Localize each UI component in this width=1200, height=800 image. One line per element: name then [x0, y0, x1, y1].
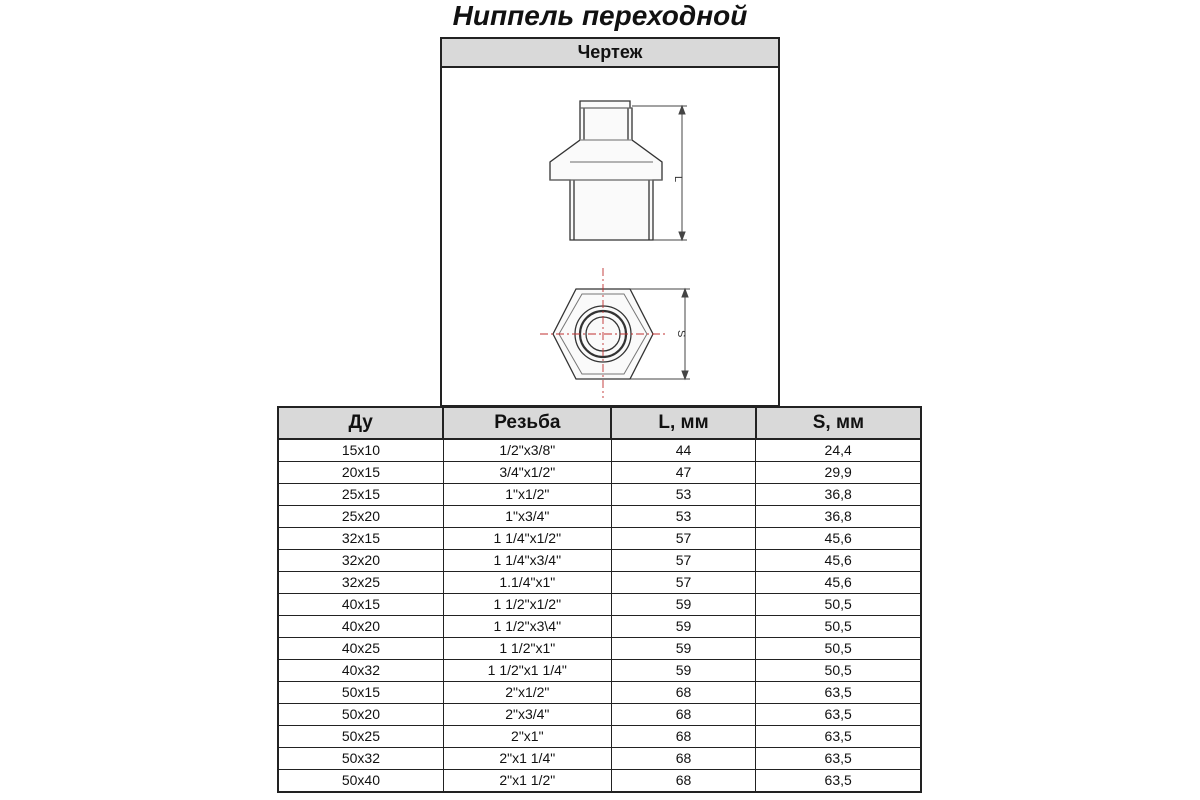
table-header-row [278, 407, 921, 439]
table-row [278, 594, 921, 616]
cell-length: 68 [611, 726, 756, 748]
table-row [278, 506, 921, 528]
cell-length: 59 [611, 616, 756, 638]
cell-du: 50x15 [278, 682, 443, 704]
cell-length: 47 [611, 462, 756, 484]
cell-du: 32x15 [278, 528, 443, 550]
table-body [278, 439, 921, 792]
cell-du: 25x15 [278, 484, 443, 506]
table-row [278, 660, 921, 682]
cell-du: 25x20 [278, 506, 443, 528]
cell-du: 50x25 [278, 726, 443, 748]
cell-hex-size: 50,5 [756, 594, 921, 616]
table-row [278, 572, 921, 594]
cell-du: 15x10 [278, 439, 443, 462]
cell-hex-size: 63,5 [756, 770, 921, 793]
cell-du: 50x20 [278, 704, 443, 726]
cell-length: 68 [611, 770, 756, 793]
cell-hex-size: 45,6 [756, 550, 921, 572]
side-view [550, 101, 662, 240]
cell-thread: 1.1/4"x1" [443, 572, 611, 594]
cell-du: 32x25 [278, 572, 443, 594]
cell-length: 44 [611, 439, 756, 462]
cell-thread: 1 1/4"x1/2" [443, 528, 611, 550]
drawing-header: Чертеж [442, 39, 778, 68]
cell-length: 59 [611, 638, 756, 660]
cell-thread: 1 1/2"x1 1/4" [443, 660, 611, 682]
table-row [278, 770, 921, 793]
cell-du: 50x40 [278, 770, 443, 793]
cell-hex-size: 63,5 [756, 748, 921, 770]
cell-length: 68 [611, 748, 756, 770]
cell-thread: 1 1/2"x3\4" [443, 616, 611, 638]
cell-hex-size: 36,8 [756, 484, 921, 506]
cell-thread: 1/2"x3/8" [443, 439, 611, 462]
nipple-drawing [442, 68, 778, 405]
cell-thread: 1 1/2"x1" [443, 638, 611, 660]
cell-thread: 2"x1" [443, 726, 611, 748]
column-header-hex-size: S, мм [756, 407, 921, 439]
cell-length: 53 [611, 484, 756, 506]
drawing-panel [440, 37, 780, 407]
cell-hex-size: 29,9 [756, 462, 921, 484]
cell-hex-size: 63,5 [756, 704, 921, 726]
cell-thread: 1"x3/4" [443, 506, 611, 528]
cell-thread: 2"x1 1/2" [443, 770, 611, 793]
cell-du: 40x25 [278, 638, 443, 660]
cell-du: 40x15 [278, 594, 443, 616]
cell-du: 50x32 [278, 748, 443, 770]
cell-du: 40x32 [278, 660, 443, 682]
cell-length: 59 [611, 594, 756, 616]
table-row [278, 462, 921, 484]
table-row [278, 748, 921, 770]
column-header-du: Ду [278, 407, 443, 439]
cell-hex-size: 50,5 [756, 638, 921, 660]
length-label: L [672, 176, 684, 183]
table-row [278, 550, 921, 572]
cell-thread: 1 1/2"x1/2" [443, 594, 611, 616]
table-row [278, 682, 921, 704]
cell-length: 68 [611, 704, 756, 726]
cell-hex-size: 63,5 [756, 726, 921, 748]
table-row [278, 638, 921, 660]
cell-thread: 1 1/4"x3/4" [443, 550, 611, 572]
cell-hex-size: 50,5 [756, 616, 921, 638]
table-row [278, 616, 921, 638]
cell-hex-size: 45,6 [756, 572, 921, 594]
cell-thread: 2"x1 1/4" [443, 748, 611, 770]
cell-du: 32x20 [278, 550, 443, 572]
hex-label: S [675, 330, 687, 338]
cell-hex-size: 50,5 [756, 660, 921, 682]
cell-thread: 2"x1/2" [443, 682, 611, 704]
cell-length: 68 [611, 682, 756, 704]
cell-du: 40x20 [278, 616, 443, 638]
table-row [278, 726, 921, 748]
column-header-length: L, мм [611, 407, 756, 439]
cell-hex-size: 24,4 [756, 439, 921, 462]
cell-length: 53 [611, 506, 756, 528]
column-header-thread: Резьба [443, 407, 611, 439]
cell-hex-size: 36,8 [756, 506, 921, 528]
page-title: Ниппель переходной [452, 0, 748, 31]
table-row [278, 704, 921, 726]
cell-thread: 2"x3/4" [443, 704, 611, 726]
table-row [278, 484, 921, 506]
table-row [278, 439, 921, 462]
table-row [278, 528, 921, 550]
cell-du: 20x15 [278, 462, 443, 484]
cell-length: 57 [611, 572, 756, 594]
cell-length: 59 [611, 660, 756, 682]
cell-length: 57 [611, 550, 756, 572]
spec-table [277, 406, 922, 793]
cell-thread: 1"x1/2" [443, 484, 611, 506]
cell-hex-size: 45,6 [756, 528, 921, 550]
cell-hex-size: 63,5 [756, 682, 921, 704]
cell-length: 57 [611, 528, 756, 550]
cell-thread: 3/4"x1/2" [443, 462, 611, 484]
